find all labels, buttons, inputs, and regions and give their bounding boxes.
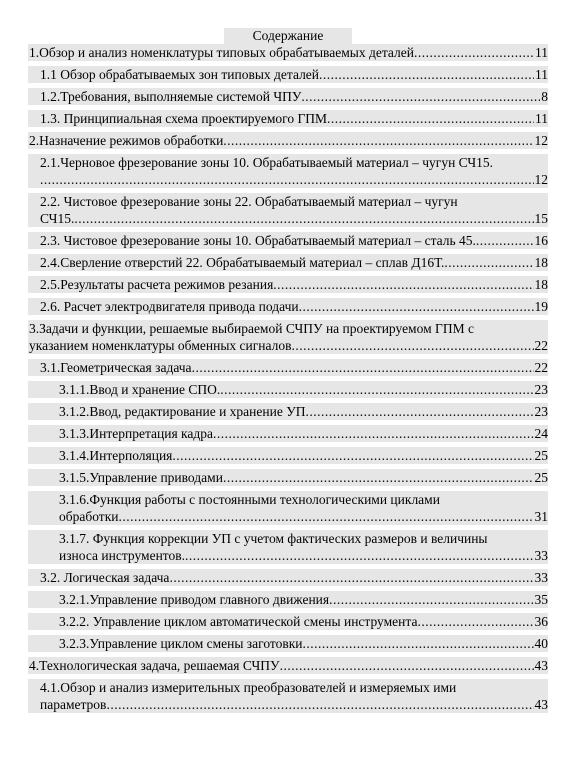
dot-leader bbox=[223, 132, 533, 149]
toc-entry-text: 1.1 Обзор обрабатываемых зон типовых деталей bbox=[40, 67, 320, 82]
dot-leader bbox=[306, 403, 534, 420]
toc-entry[interactable] bbox=[28, 44, 548, 61]
toc-entry-row bbox=[29, 657, 548, 674]
toc-page-number: 12 bbox=[534, 172, 548, 187]
dot-leader bbox=[185, 547, 533, 564]
toc-page-number: 11 bbox=[535, 67, 548, 82]
toc-entry-text: 2.5.Результаты расчета режимов резания bbox=[40, 277, 274, 292]
dot-leader bbox=[220, 381, 533, 398]
toc-entry-text: 3.1.4.Интерполяция bbox=[59, 448, 173, 463]
toc-entry-row bbox=[59, 403, 548, 420]
toc-entry-text-line: 4.1.Обзор и анализ измерительных преобразователей и измеряемых ими bbox=[40, 680, 457, 695]
toc-entry-text: 3.2. Логическая задача bbox=[40, 570, 170, 585]
toc-page-number: 24 bbox=[534, 426, 548, 441]
toc-entry[interactable] bbox=[28, 447, 548, 464]
toc-entry-row bbox=[40, 110, 548, 127]
table-of-contents bbox=[28, 44, 548, 713]
dot-leader bbox=[106, 696, 533, 713]
toc-entry-row bbox=[59, 447, 548, 464]
dot-leader bbox=[291, 337, 533, 354]
page-title: Содержание bbox=[224, 28, 352, 44]
toc-entry-row bbox=[59, 425, 548, 442]
toc-page-number: 12 bbox=[534, 133, 548, 148]
toc-page-number: 25 bbox=[534, 470, 548, 485]
dot-leader bbox=[319, 66, 534, 83]
toc-page-number: 33 bbox=[534, 548, 548, 563]
toc-entry[interactable] bbox=[28, 232, 548, 249]
toc-entry-text-line: 3.Задачи и функции, решаемые выбираемой СЧПУ на проектируемом ГПМ с bbox=[29, 321, 474, 336]
dot-leader bbox=[40, 171, 534, 188]
dot-leader bbox=[273, 276, 533, 293]
toc-entry-text: 3.1.3.Интерпретация кадра bbox=[59, 426, 214, 441]
toc-entry-text: 1.2.Требования, выполняемые системой ЧПУ bbox=[40, 89, 302, 104]
toc-entry[interactable] bbox=[28, 491, 548, 525]
toc-entry[interactable] bbox=[28, 403, 548, 420]
toc-page-number: 16 bbox=[534, 233, 548, 248]
toc-entry-text: 3.2.3.Управление циклом смены заготовки bbox=[59, 636, 303, 651]
toc-entry-row bbox=[40, 569, 548, 586]
toc-entry-text: 3.2.2. Управление циклом автоматической смены инструмента bbox=[59, 614, 418, 629]
toc-page-number: 19 bbox=[534, 299, 548, 314]
dot-leader bbox=[444, 254, 533, 271]
toc-page-number: 31 bbox=[534, 509, 548, 524]
toc-page-number: 35 bbox=[534, 592, 548, 607]
toc-entry[interactable] bbox=[28, 110, 548, 127]
toc-entry-row bbox=[59, 508, 548, 525]
toc-entry-text: износа инструментов. bbox=[59, 548, 186, 563]
toc-entry-row bbox=[40, 298, 548, 315]
toc-entry-text: указанием номенклатуры обменных сигналов bbox=[29, 338, 292, 353]
toc-entry[interactable] bbox=[28, 381, 548, 398]
toc-entry-text: 3.2.1.Управление приводом главного движения bbox=[59, 592, 330, 607]
dot-leader bbox=[417, 613, 533, 630]
toc-entry[interactable] bbox=[28, 254, 548, 271]
dot-leader bbox=[118, 508, 533, 525]
toc-entry-row bbox=[29, 132, 548, 149]
toc-page-number: 40 bbox=[534, 636, 548, 651]
toc-entry-text: обработки bbox=[59, 509, 119, 524]
toc-entry[interactable] bbox=[28, 132, 548, 149]
toc-page-number: 22 bbox=[534, 338, 548, 353]
toc-entry-text: 2.6. Расчет электродвигателя привода подачи bbox=[40, 299, 299, 314]
toc-entry-row bbox=[29, 44, 548, 61]
toc-entry-text: 4.Технологическая задача, решаемая СЧПУ bbox=[29, 658, 280, 673]
toc-entry[interactable] bbox=[28, 193, 548, 227]
toc-entry[interactable] bbox=[28, 66, 548, 83]
toc-entry-text-line: 3.1.6.Функция работы с постоянными технологическими циклами bbox=[59, 492, 440, 507]
toc-entry-text: 3.1.2.Ввод, редактирование и хранение УП bbox=[59, 404, 306, 419]
toc-entry-row bbox=[40, 88, 548, 105]
toc-entry[interactable] bbox=[28, 530, 548, 564]
dot-leader bbox=[213, 425, 533, 442]
dot-leader bbox=[327, 110, 534, 127]
toc-entry-row bbox=[40, 232, 548, 249]
toc-entry-text: СЧ15. bbox=[40, 211, 75, 226]
toc-entry-row bbox=[59, 635, 548, 652]
toc-entry-row bbox=[40, 171, 548, 188]
toc-page-number: 23 bbox=[534, 404, 548, 419]
toc-entry[interactable] bbox=[28, 591, 548, 608]
toc-page-number: 18 bbox=[534, 255, 548, 270]
dot-leader bbox=[299, 298, 534, 315]
toc-entry-row bbox=[59, 613, 548, 630]
toc-entry-row bbox=[40, 210, 548, 227]
toc-page-number: 43 bbox=[534, 658, 548, 673]
toc-entry-text: 3.1.1.Ввод и хранение СПО. bbox=[59, 382, 221, 397]
toc-entry[interactable] bbox=[28, 657, 548, 674]
toc-entry-row bbox=[40, 696, 548, 713]
toc-page-number: 15 bbox=[534, 211, 548, 226]
toc-entry-text: 2.4.Сверление отверстий 22. Обрабатываемый материал – сплав Д16Т. bbox=[40, 255, 445, 270]
toc-entry-text: 2.3. Чистовое фрезерование зоны 10. Обрабатываемый материал – сталь 45. bbox=[40, 233, 476, 248]
toc-entry-text-line: 3.1.7. Функция коррекции УП с учетом фактических размеров и величины bbox=[59, 531, 488, 546]
toc-entry[interactable] bbox=[28, 635, 548, 652]
toc-entry-text: 1.Обзор и анализ номенклатуры типовых обрабатываемых деталей bbox=[29, 45, 414, 60]
dot-leader bbox=[476, 232, 534, 249]
toc-entry[interactable] bbox=[28, 679, 548, 713]
toc-page-number: 43 bbox=[534, 697, 548, 712]
toc-page-number: 11 bbox=[535, 111, 548, 126]
document-page bbox=[28, 28, 548, 713]
dot-leader bbox=[192, 359, 534, 376]
toc-entry[interactable] bbox=[28, 359, 548, 376]
toc-entry-row bbox=[59, 591, 548, 608]
toc-entry-row bbox=[59, 381, 548, 398]
toc-entry-row bbox=[29, 337, 548, 354]
dot-leader bbox=[169, 569, 533, 586]
dot-leader bbox=[280, 657, 534, 674]
toc-entry-row bbox=[40, 276, 548, 293]
toc-entry-text: параметров bbox=[40, 697, 107, 712]
dot-leader bbox=[172, 447, 533, 464]
dot-leader bbox=[303, 635, 534, 652]
toc-page-number: 23 bbox=[534, 382, 548, 397]
toc-page-number: 8 bbox=[541, 89, 548, 104]
toc-entry-text: 3.1.Геометрическая задача bbox=[40, 360, 192, 375]
toc-entry[interactable] bbox=[28, 276, 548, 293]
toc-page-number: 22 bbox=[534, 360, 548, 375]
toc-entry[interactable] bbox=[28, 569, 548, 586]
toc-entry-text: 1.3. Принципиальная схема проектируемого ГПМ bbox=[40, 111, 328, 126]
toc-entry-text: 2.Назначение режимов обработки bbox=[29, 133, 224, 148]
dot-leader bbox=[74, 210, 533, 227]
toc-entry[interactable] bbox=[28, 298, 548, 315]
toc-entry-row bbox=[59, 469, 548, 486]
dot-leader bbox=[223, 469, 534, 486]
toc-page-number: 25 bbox=[534, 448, 548, 463]
toc-page-number: 18 bbox=[534, 277, 548, 292]
toc-entry[interactable] bbox=[28, 613, 548, 630]
toc-entry-text: 3.1.5.Управление приводами bbox=[59, 470, 223, 485]
toc-entry-row bbox=[40, 66, 548, 83]
toc-entry-text-line: 2.1.Черновое фрезерование зоны 10. Обрабатываемый материал – чугун СЧ15. bbox=[40, 155, 493, 170]
dot-leader bbox=[301, 88, 540, 105]
toc-page-number: 33 bbox=[534, 570, 548, 585]
toc-entry[interactable] bbox=[28, 469, 548, 486]
toc-entry[interactable] bbox=[28, 154, 548, 188]
toc-page-number: 36 bbox=[534, 614, 548, 629]
dot-leader bbox=[329, 591, 533, 608]
toc-entry-row bbox=[40, 359, 548, 376]
toc-page-number: 11 bbox=[535, 45, 548, 60]
toc-entry[interactable] bbox=[28, 425, 548, 442]
toc-entry-text-line: 2.2. Чистовое фрезерование зоны 22. Обрабатываемый материал – чугун bbox=[40, 194, 458, 209]
toc-entry[interactable] bbox=[28, 320, 548, 354]
toc-entry-row bbox=[59, 547, 548, 564]
toc-entry-row bbox=[40, 254, 548, 271]
dot-leader bbox=[414, 44, 534, 61]
toc-entry[interactable] bbox=[28, 88, 548, 105]
